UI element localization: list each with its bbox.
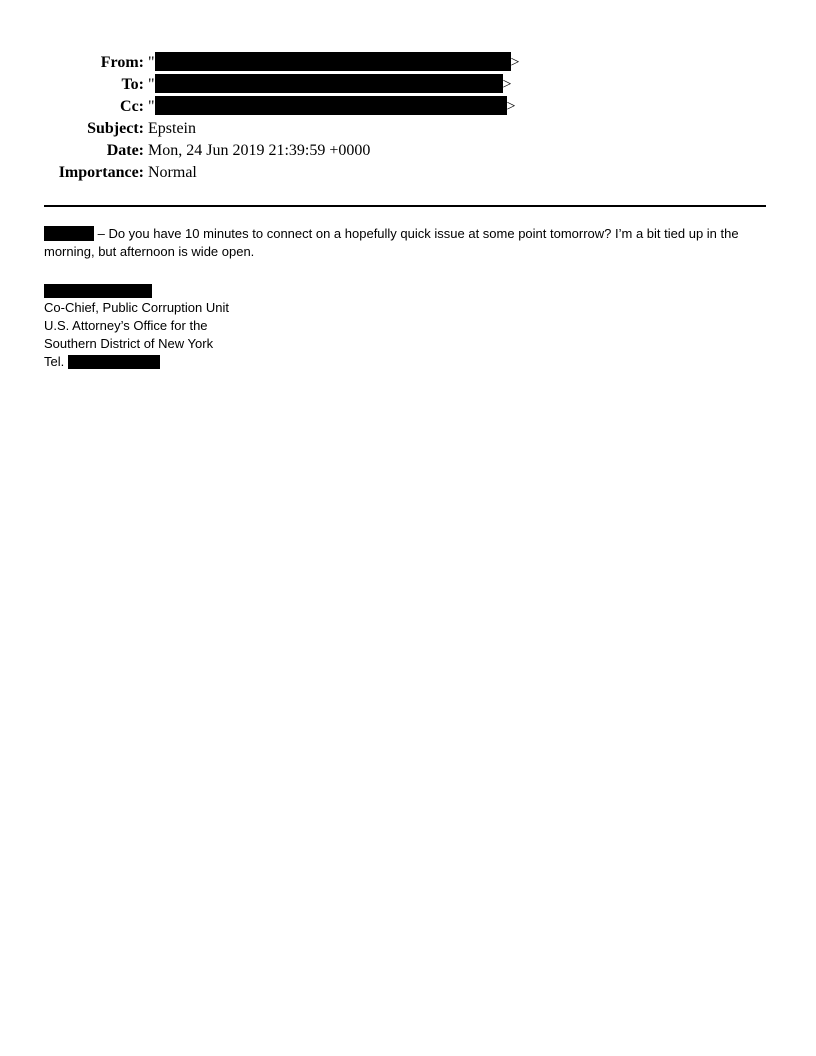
signature-district: Southern District of New York <box>44 336 214 351</box>
cc-row <box>0 96 816 118</box>
message-body <box>44 225 774 261</box>
redaction-block <box>155 96 507 115</box>
date-value: Mon, 24 Jun 2019 21:39:59 +0000 <box>148 142 371 159</box>
message-text: – Do you have 10 minutes to connect on a hopefully quick issue at some point tomorrow? I’m a bit tied up in the morning, but afternoon is wide open. <box>44 226 739 259</box>
cc-value <box>148 96 516 118</box>
to-row <box>0 74 816 96</box>
subject-value: Epstein <box>148 120 196 137</box>
cc-close-bracket: > <box>506 98 516 115</box>
to-open-quote: " <box>148 76 155 93</box>
from-close-bracket: > <box>510 54 520 71</box>
signature-title: Co-Chief, Public Corruption Unit <box>44 300 229 315</box>
signature-name-line <box>44 281 229 299</box>
redaction-block <box>44 284 152 298</box>
email-header <box>0 52 816 184</box>
cc-open-quote: " <box>148 98 155 115</box>
redaction-block <box>68 355 160 369</box>
from-label: From: <box>100 54 144 71</box>
redaction-block <box>44 226 94 241</box>
tel-label: Tel. <box>44 354 68 369</box>
from-value <box>148 52 520 74</box>
cc-label: Cc: <box>120 98 144 115</box>
redaction-block <box>155 52 511 71</box>
to-label: To: <box>121 76 144 93</box>
importance-value: Normal <box>148 164 197 181</box>
from-row <box>0 52 816 74</box>
importance-row <box>0 162 816 184</box>
signature-office: U.S. Attorney’s Office for the <box>44 318 208 333</box>
from-open-quote: " <box>148 54 155 71</box>
subject-label: Subject: <box>87 120 144 137</box>
header-divider <box>44 205 766 207</box>
to-close-bracket: > <box>502 76 512 93</box>
signature-block <box>44 281 229 371</box>
date-row <box>0 140 816 162</box>
to-value <box>148 74 512 96</box>
subject-row <box>0 118 816 140</box>
importance-label: Importance: <box>58 164 144 181</box>
date-label: Date: <box>106 142 144 159</box>
signature-tel-line <box>44 353 229 371</box>
redaction-block <box>155 74 503 93</box>
